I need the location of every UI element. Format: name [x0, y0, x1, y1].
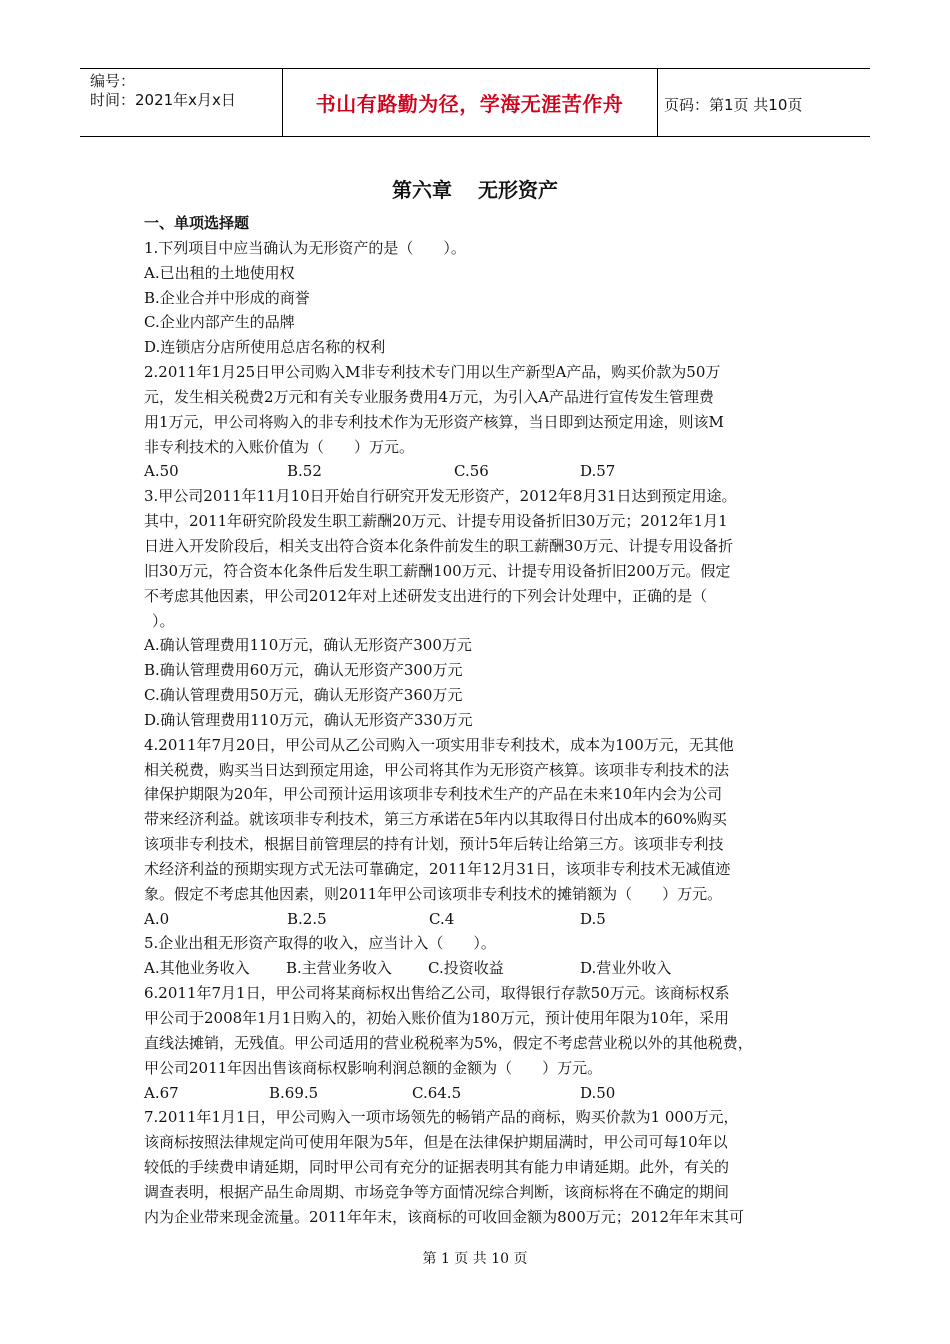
question-line: 直线法摊销，无残值。甲公司适用的营业税税率为5%，假定不考虑营业税以外的其他税费，	[144, 1033, 753, 1052]
question-4	[144, 733, 814, 932]
header-page-info: 页码：第1页 共10页	[664, 96, 803, 114]
question-line: 日进入开发阶段后，相关支出符合资本化条件前发生的职工薪酬30万元、计提专用设备折	[144, 536, 734, 555]
question-line: 非专利技术的入账价值为（ ）万元。	[144, 437, 415, 456]
option-b: B.2.5	[287, 909, 327, 928]
option-c: C.确认管理费用50万元，确认无形资产360万元	[144, 686, 463, 705]
question-line: 甲公司2011年因出售该商标权影响利润总额的金额为（ ）万元。	[144, 1058, 603, 1077]
option-b: B.52	[287, 462, 322, 481]
question-line: 较低的手续费申请延期，同时甲公司有充分的证据表明其有能力申请延期。此外，有关的	[144, 1158, 730, 1177]
header-bottom-rule	[80, 136, 870, 137]
question-line: 甲公司于2008年1月1日购入的，初始入账价值为180万元，预计使用年限为10年，采用	[144, 1009, 729, 1027]
page-title	[0, 174, 950, 203]
question-line: 该项非专利技术，根据目前管理层的持有计划，预计5年后转让给第三方。该项非专利技	[144, 835, 724, 854]
question-line: 1.下列项目中应当确认为无形资产的是（ ）。	[144, 238, 466, 257]
question-line: 象。假定不考虑其他因素，则2011年甲公司该项非专利技术的摊销额为（ ）万元。	[144, 884, 723, 903]
option-c: C.56	[454, 462, 489, 481]
question-6	[144, 981, 814, 1105]
header-date-label: 时间：2021年x月x日	[90, 91, 236, 109]
question-line: 律保护期限为20年，甲公司预计运用该项非专利技术生产的产品在未来10年内会为公司	[144, 785, 723, 804]
section-heading: 一、单项选择题	[144, 214, 250, 232]
page-footer: 第 1 页 共 10 页	[422, 1251, 528, 1267]
chapter-number: 第六章	[392, 178, 452, 202]
options-row	[144, 1081, 814, 1106]
options-row	[144, 907, 814, 932]
question-line: 该商标按照法律规定尚可使用年限为5年，但是在法律保护期届满时，甲公司可每10年以	[144, 1133, 728, 1152]
option-b: B.企业合并中形成的商誉	[144, 288, 310, 307]
question-3	[144, 484, 814, 732]
option-c: C.64.5	[412, 1083, 462, 1102]
header-motto: 书山有路勤为径，学海无涯苦作舟	[315, 92, 624, 116]
option-c: C.企业内部产生的品牌	[144, 313, 295, 332]
question-line: 2.2011年1月25日甲公司购入M非专利技术专门用以生产新型A产品，购买价款为50万	[144, 363, 721, 382]
question-line: 相关税费，购买当日达到预定用途，甲公司将其作为无形资产核算。该项非专利技术的法	[144, 760, 730, 779]
option-d: D.营业外收入	[580, 959, 672, 978]
question-line: 5.企业出租无形资产取得的收入，应当计入（ ）。	[144, 934, 496, 953]
question-line: 其中，2011年研究阶段发生职工薪酬20万元、计提专用设备折旧30万元；2012年1月1	[144, 512, 728, 531]
question-line: 带来经济利益。就该项非专利技术，第三方承诺在5年内以其取得日付出成本的60%购买	[144, 810, 727, 829]
header-meta	[90, 72, 236, 110]
question-line: 调查表明，根据产品生命周期、市场竞争等方面情况综合判断，该商标将在不确定的期间	[144, 1182, 730, 1201]
option-a: A.50	[144, 462, 179, 481]
question-line: 3.甲公司2011年11月10日开始自行研究开发无形资产，2012年8月31日达到预定用途。	[144, 487, 737, 506]
option-a: A.已出租的土地使用权	[144, 263, 295, 282]
options-row	[144, 956, 814, 981]
chapter-name: 无形资产	[478, 178, 558, 202]
option-d: D.5	[580, 909, 606, 928]
option-a: A.67	[144, 1083, 179, 1102]
question-line: ）。	[152, 611, 175, 630]
option-d: D.连锁店分店所使用总店名称的权利	[144, 338, 386, 357]
question-line: 4.2011年7月20日，甲公司从乙公司购入一项实用非专利技术，成本为100万元，无其他	[144, 735, 734, 754]
question-line: 6.2011年7月1日，甲公司将某商标权出售给乙公司，取得银行存款50万元。该商标权系	[144, 984, 730, 1003]
question-7	[144, 1105, 814, 1229]
option-b: B.主营业务收入	[286, 959, 392, 978]
question-line: 旧30万元，符合资本化条件后发生职工薪酬100万元、计提专用设备折旧200万元。假定	[144, 561, 731, 580]
question-line: 内为企业带来现金流量。2011年年末，该商标的可收回金额为800万元；2012年年末其可	[144, 1207, 744, 1226]
option-d: D.50	[580, 1083, 616, 1102]
question-line: 术经济利益的预期实现方式无法可靠确定，2011年12月31日，该项非专利技术无减值迹	[144, 859, 731, 878]
question-line: 元，发生相关税费2万元和有关专业服务费用4万元，为引入A产品进行宣传发生管理费	[144, 387, 714, 406]
option-d: D.57	[580, 462, 616, 481]
options-row	[144, 459, 814, 484]
option-d: D.确认管理费用110万元，确认无形资产330万元	[144, 710, 473, 729]
question-line: 7.2011年1月1日，甲公司购入一项市场领先的畅销产品的商标，购买价款为1 000万元，	[144, 1108, 739, 1127]
question-line: 不考虑其他因素，甲公司2012年对上述研发支出进行的下列会计处理中，正确的是（	[144, 586, 708, 605]
option-b: B.确认管理费用60万元，确认无形资产300万元	[144, 661, 463, 680]
question-line: 用1万元，甲公司将购入的非专利技术作为无形资产核算，当日即到达预定用途，则该M	[144, 412, 724, 431]
question-2	[144, 360, 814, 484]
option-c: C.4	[429, 909, 455, 928]
option-a: A.0	[144, 909, 170, 928]
question-1	[144, 236, 814, 360]
option-b: B.69.5	[269, 1083, 319, 1102]
option-c: C.投资收益	[428, 959, 504, 978]
document-body	[144, 211, 814, 1230]
option-a: A.确认管理费用110万元，确认无形资产300万元	[144, 636, 472, 655]
header-top-rule	[80, 68, 870, 69]
header-number-label: 编号：	[90, 72, 136, 90]
header-divider-right	[657, 68, 658, 136]
question-5	[144, 931, 814, 981]
option-a: A.其他业务收入	[144, 959, 250, 978]
